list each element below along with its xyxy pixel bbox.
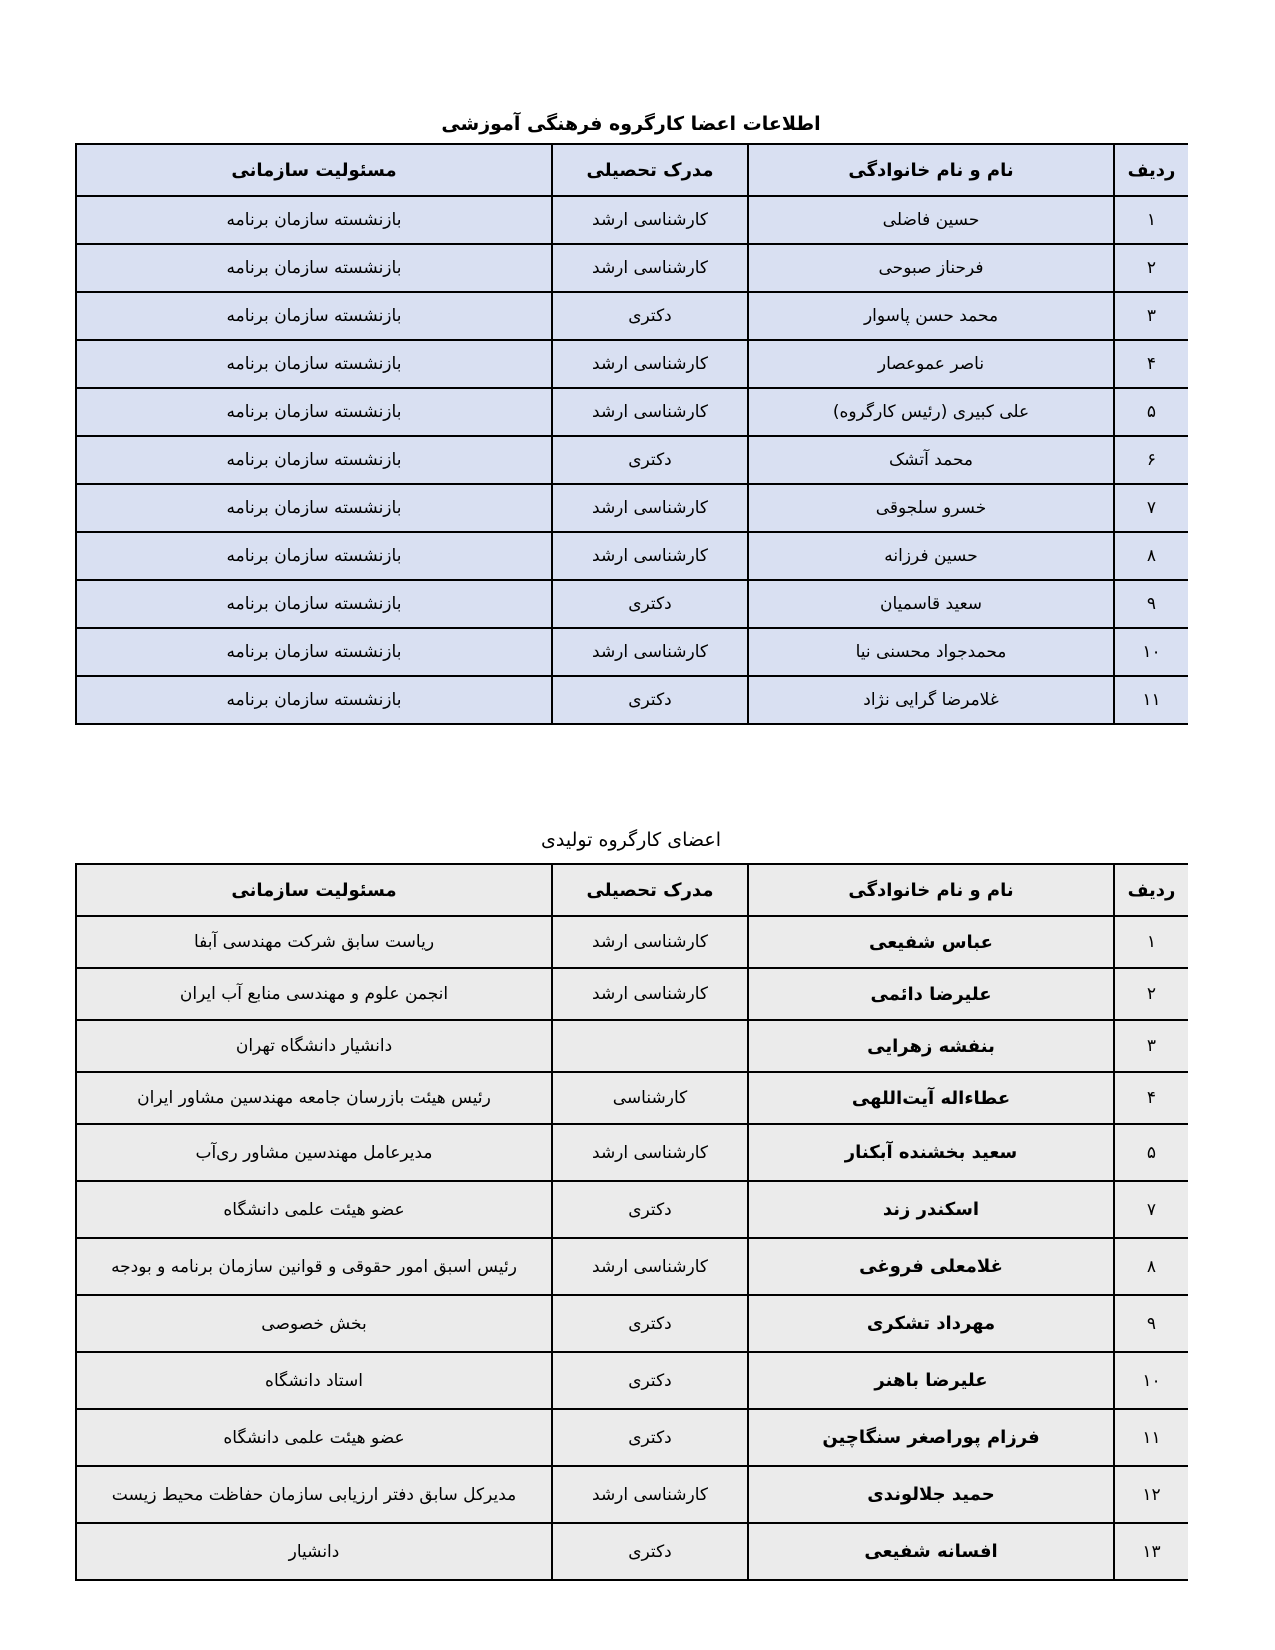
responsibility-cell: بازنشسته سازمان برنامه <box>76 340 552 388</box>
table-row <box>76 1181 1188 1238</box>
responsibility-cell: بازنشسته سازمان برنامه <box>76 388 552 436</box>
row-index-cell: ۹ <box>1114 580 1188 628</box>
table2-title: اعضای کارگروه تولیدی <box>541 829 721 851</box>
member-name-cell: حسین فاضلی <box>748 196 1114 244</box>
responsibility-cell: استاد دانشگاه <box>76 1352 552 1409</box>
row-index-cell: ۱۱ <box>1114 1409 1188 1466</box>
member-name-cell: عباس شفیعی <box>748 916 1114 968</box>
table-row <box>76 1124 1188 1181</box>
row-index-cell: ۲ <box>1114 244 1188 292</box>
header-responsibility: مسئولیت سازمانی <box>76 144 552 196</box>
degree-cell: کارشناسی ارشد <box>552 340 748 388</box>
table-row <box>76 968 1188 1020</box>
header-degree: مدرک تحصیلی <box>552 864 748 916</box>
member-name-cell: سعید بخشنده آبکنار <box>748 1124 1114 1181</box>
responsibility-cell: بازنشسته سازمان برنامه <box>76 532 552 580</box>
degree-cell: دکتری <box>552 676 748 724</box>
header-name: نام و نام خانوادگی <box>748 144 1114 196</box>
row-index-cell: ۳ <box>1114 292 1188 340</box>
row-index-cell: ۱۰ <box>1114 628 1188 676</box>
member-name-cell: غلامعلی فروغی <box>748 1238 1114 1295</box>
member-name-cell: علیرضا باهنر <box>748 1352 1114 1409</box>
member-name-cell: محمد آتشک <box>748 436 1114 484</box>
header-index: ردیف <box>1114 864 1188 916</box>
table-row <box>76 676 1188 724</box>
row-index-cell: ۵ <box>1114 1124 1188 1181</box>
member-name-cell: محمد حسن پاسوار <box>748 292 1114 340</box>
responsibility-cell: انجمن علوم و مهندسی منابع آب ایران <box>76 968 552 1020</box>
responsibility-cell: بخش خصوصی <box>76 1295 552 1352</box>
member-name-cell: ناصر عموعصار <box>748 340 1114 388</box>
degree-cell: دکتری <box>552 580 748 628</box>
degree-cell: کارشناسی ارشد <box>552 1124 748 1181</box>
header-name: نام و نام خانوادگی <box>748 864 1114 916</box>
cultural-educational-members-table <box>75 143 1188 725</box>
responsibility-cell: مدیرکل سابق دفتر ارزیابی سازمان حفاظت محیط زیست <box>76 1466 552 1523</box>
row-index-cell: ۲ <box>1114 968 1188 1020</box>
table-row <box>76 580 1188 628</box>
row-index-cell: ۷ <box>1114 484 1188 532</box>
table-row <box>76 196 1188 244</box>
degree-cell: کارشناسی ارشد <box>552 388 748 436</box>
table-row <box>76 244 1188 292</box>
member-name-cell: غلامرضا گرایی نژاد <box>748 676 1114 724</box>
responsibility-cell: مدیرعامل مهندسین مشاور ری‌آب <box>76 1124 552 1181</box>
table-row <box>76 1072 1188 1124</box>
degree-cell: کارشناسی ارشد <box>552 1466 748 1523</box>
member-name-cell: علیرضا دائمی <box>748 968 1114 1020</box>
member-name-cell: حسین فرزانه <box>748 532 1114 580</box>
production-members-table <box>75 863 1188 1581</box>
table-row <box>76 1295 1188 1352</box>
degree-cell: کارشناسی ارشد <box>552 968 748 1020</box>
responsibility-cell: بازنشسته سازمان برنامه <box>76 196 552 244</box>
responsibility-cell: دانشیار دانشگاه تهران <box>76 1020 552 1072</box>
responsibility-cell: بازنشسته سازمان برنامه <box>76 436 552 484</box>
degree-cell: دکتری <box>552 1352 748 1409</box>
member-name-cell: حمید جلالوندی <box>748 1466 1114 1523</box>
degree-cell: کارشناسی ارشد <box>552 484 748 532</box>
table-row <box>76 532 1188 580</box>
responsibility-cell: رئیس اسبق امور حقوقی و قوانین سازمان برنامه و بودجه <box>76 1238 552 1295</box>
row-index-cell: ۱۱ <box>1114 676 1188 724</box>
row-index-cell: ۴ <box>1114 1072 1188 1124</box>
table-row <box>76 916 1188 968</box>
row-index-cell: ۵ <box>1114 388 1188 436</box>
degree-cell: کارشناسی ارشد <box>552 244 748 292</box>
table-row <box>76 1409 1188 1466</box>
row-index-cell: ۱ <box>1114 916 1188 968</box>
table-row <box>76 484 1188 532</box>
responsibility-cell: بازنشسته سازمان برنامه <box>76 676 552 724</box>
degree-cell: دکتری <box>552 1523 748 1580</box>
responsibility-cell: عضو هیئت علمی دانشگاه <box>76 1409 552 1466</box>
member-name-cell: افسانه شفیعی <box>748 1523 1114 1580</box>
degree-cell <box>552 1020 748 1072</box>
table-header-row <box>76 144 1188 196</box>
table-header-row <box>76 864 1188 916</box>
responsibility-cell: بازنشسته سازمان برنامه <box>76 244 552 292</box>
member-name-cell: بنفشه زهرایی <box>748 1020 1114 1072</box>
degree-cell: دکتری <box>552 1409 748 1466</box>
degree-cell: دکتری <box>552 292 748 340</box>
degree-cell: کارشناسی ارشد <box>552 532 748 580</box>
table-row <box>76 340 1188 388</box>
member-name-cell: فرحناز صبوحی <box>748 244 1114 292</box>
header-index: ردیف <box>1114 144 1188 196</box>
table-row <box>76 1466 1188 1523</box>
responsibility-cell: ریاست سابق شرکت مهندسی آبفا <box>76 916 552 968</box>
member-name-cell: عطاءاله آیت‌اللهی <box>748 1072 1114 1124</box>
degree-cell: کارشناسی ارشد <box>552 916 748 968</box>
row-index-cell: ۳ <box>1114 1020 1188 1072</box>
row-index-cell: ۱۲ <box>1114 1466 1188 1523</box>
responsibility-cell: بازنشسته سازمان برنامه <box>76 292 552 340</box>
table-row <box>76 1238 1188 1295</box>
responsibility-cell: دانشیار <box>76 1523 552 1580</box>
member-name-cell: اسکندر زند <box>748 1181 1114 1238</box>
row-index-cell: ۱۳ <box>1114 1523 1188 1580</box>
responsibility-cell: عضو هیئت علمی دانشگاه <box>76 1181 552 1238</box>
member-name-cell: علی کبیری (رئیس کارگروه) <box>748 388 1114 436</box>
degree-cell: کارشناسی ارشد <box>552 196 748 244</box>
table1-title: اطلاعات اعضا کارگروه فرهنگی آموزشی <box>441 113 821 135</box>
degree-cell: دکتری <box>552 1181 748 1238</box>
row-index-cell: ۴ <box>1114 340 1188 388</box>
degree-cell: دکتری <box>552 1295 748 1352</box>
header-degree: مدرک تحصیلی <box>552 144 748 196</box>
row-index-cell: ۹ <box>1114 1295 1188 1352</box>
responsibility-cell: بازنشسته سازمان برنامه <box>76 628 552 676</box>
table-row <box>76 1352 1188 1409</box>
table-row <box>76 628 1188 676</box>
degree-cell: دکتری <box>552 436 748 484</box>
table-row <box>76 388 1188 436</box>
row-index-cell: ۷ <box>1114 1181 1188 1238</box>
table-row <box>76 1020 1188 1072</box>
table-row <box>76 1523 1188 1580</box>
responsibility-cell: رئیس هیئت بازرسان جامعه مهندسین مشاور ایران <box>76 1072 552 1124</box>
member-name-cell: فرزام پوراصغر سنگاچین <box>748 1409 1114 1466</box>
member-name-cell: سعید قاسمیان <box>748 580 1114 628</box>
responsibility-cell: بازنشسته سازمان برنامه <box>76 580 552 628</box>
degree-cell: کارشناسی ارشد <box>552 628 748 676</box>
row-index-cell: ۸ <box>1114 1238 1188 1295</box>
member-name-cell: مهرداد تشکری <box>748 1295 1114 1352</box>
row-index-cell: ۱۰ <box>1114 1352 1188 1409</box>
header-responsibility: مسئولیت سازمانی <box>76 864 552 916</box>
member-name-cell: خسرو سلجوقی <box>748 484 1114 532</box>
degree-cell: کارشناسی <box>552 1072 748 1124</box>
table-row <box>76 436 1188 484</box>
row-index-cell: ۶ <box>1114 436 1188 484</box>
table-row <box>76 292 1188 340</box>
row-index-cell: ۱ <box>1114 196 1188 244</box>
row-index-cell: ۸ <box>1114 532 1188 580</box>
member-name-cell: محمدجواد محسنی نیا <box>748 628 1114 676</box>
degree-cell: کارشناسی ارشد <box>552 1238 748 1295</box>
responsibility-cell: بازنشسته سازمان برنامه <box>76 484 552 532</box>
